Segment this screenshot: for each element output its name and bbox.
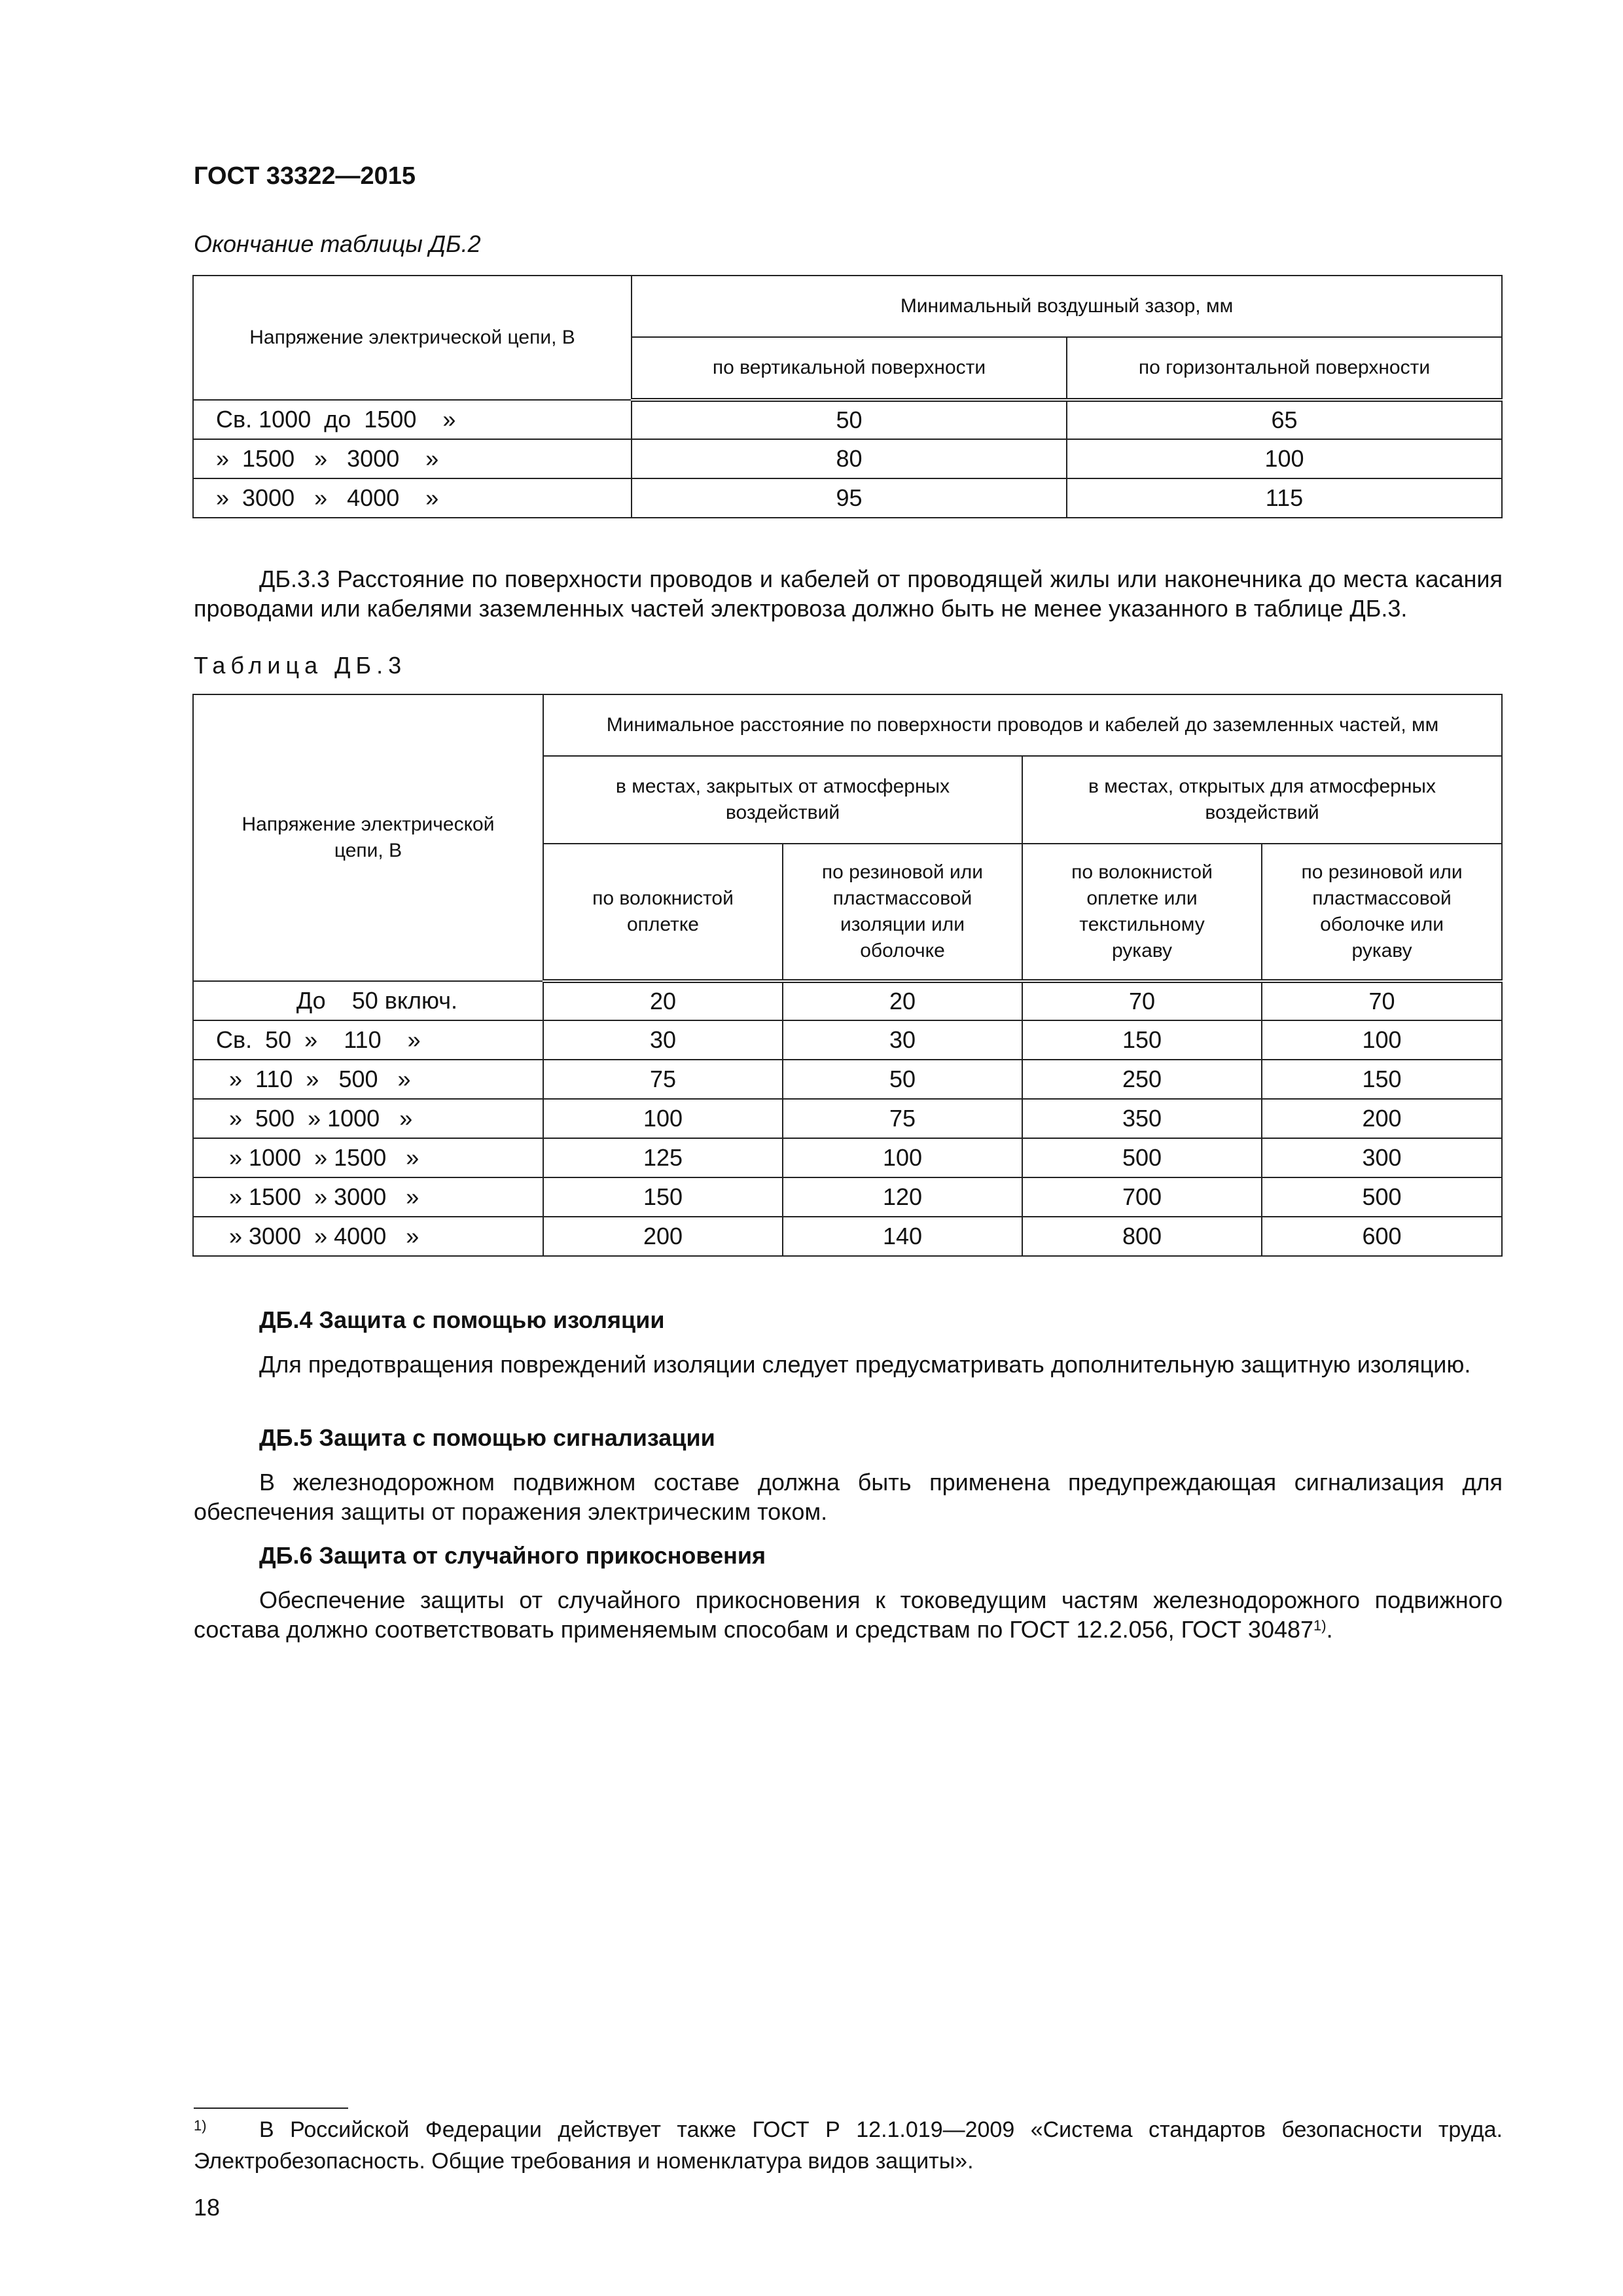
section-db5-title: ДБ.5 Защита с помощью сигнализации — [259, 1424, 715, 1451]
header-min-distance: Минимальное расстояние по поверхности проводов и кабелей до заземленных частей, мм — [543, 694, 1502, 756]
open-rubber-cell: 500 — [1262, 1177, 1502, 1217]
voltage-range-cell: » 1500 » 3000 » — [193, 1177, 543, 1217]
voltage-range-cell: Св. 50 » 110 » — [193, 1020, 543, 1060]
open-rubber-cell: 150 — [1262, 1060, 1502, 1099]
table-row — [193, 400, 1502, 439]
open-fiber-cell: 500 — [1022, 1138, 1262, 1177]
table-row — [193, 981, 1502, 1020]
horizontal-gap-cell: 100 — [1067, 439, 1502, 478]
open-fiber-cell: 350 — [1022, 1099, 1262, 1138]
header-voltage: Напряжение электрической цепи, В — [193, 694, 543, 981]
voltage-range-cell: » 500 » 1000 » — [193, 1099, 543, 1138]
vertical-gap-cell: 80 — [632, 439, 1067, 478]
open-fiber-cell: 700 — [1022, 1177, 1262, 1217]
voltage-range-cell: » 1500 » 3000 » — [193, 439, 632, 478]
closed-rubber-cell: 100 — [783, 1138, 1022, 1177]
section-db4-text — [194, 1350, 1503, 1379]
open-rubber-cell: 100 — [1262, 1020, 1502, 1060]
closed-fiber-cell: 20 — [543, 981, 783, 1020]
footnote — [194, 2114, 1503, 2177]
header-closed-rubber: по резиновой или пластмассовой изоляции или оболочке — [783, 844, 1022, 981]
open-fiber-cell: 70 — [1022, 981, 1262, 1020]
section-db6-text — [194, 1585, 1503, 1644]
table-row — [193, 478, 1502, 518]
closed-rubber-cell: 50 — [783, 1060, 1022, 1099]
table-db2-caption: Окончание таблицы ДБ.2 — [194, 230, 481, 257]
voltage-range-cell: » 1000 » 1500 » — [193, 1138, 543, 1177]
header-open-rubber: по резиновой или пластмассовой оболочке или рукаву — [1262, 844, 1502, 981]
voltage-range-cell: До 50 включ. — [193, 981, 543, 1020]
footnote-text: В Российской Федерации действует также ГОСТ Р 12.1.019—2009 «Система стандартов безопасности труда. Электробезопасность. Общие требования и номенклатура видов защиты». — [194, 2117, 1503, 2174]
table-row — [193, 1177, 1502, 1217]
header-min-air-gap: Минимальный воздушный зазор, мм — [632, 276, 1502, 337]
open-rubber-cell: 300 — [1262, 1138, 1502, 1177]
header-open-places: в местах, открытых для атмосферных воздействий — [1022, 756, 1502, 844]
closed-fiber-cell: 150 — [543, 1177, 783, 1217]
closed-fiber-cell: 75 — [543, 1060, 783, 1099]
table-row — [193, 439, 1502, 478]
section-db6-end: . — [1326, 1616, 1333, 1643]
vertical-gap-cell: 50 — [632, 400, 1067, 439]
open-fiber-cell: 250 — [1022, 1060, 1262, 1099]
table-db2 — [192, 275, 1503, 518]
open-fiber-cell: 150 — [1022, 1020, 1262, 1060]
open-rubber-cell: 200 — [1262, 1099, 1502, 1138]
open-fiber-cell: 800 — [1022, 1217, 1262, 1256]
voltage-range-cell: » 3000 » 4000 » — [193, 1217, 543, 1256]
table-row — [193, 1020, 1502, 1060]
page-number: 18 — [194, 2194, 221, 2221]
open-rubber-cell: 70 — [1262, 981, 1502, 1020]
closed-rubber-cell: 30 — [783, 1020, 1022, 1060]
paragraph-db3-3 — [194, 564, 1503, 623]
footnote-divider — [194, 2108, 348, 2109]
closed-rubber-cell: 140 — [783, 1217, 1022, 1256]
table-row — [193, 1099, 1502, 1138]
closed-rubber-cell: 75 — [783, 1099, 1022, 1138]
vertical-gap-cell: 95 — [632, 478, 1067, 518]
voltage-range-cell: » 3000 » 4000 » — [193, 478, 632, 518]
header-open-fiber: по волокнистой оплетке или текстильному рукаву — [1022, 844, 1262, 981]
paragraph-db3-3-text: ДБ.3.3 Расстояние по поверхности проводов и кабелей от проводящей жилы или наконечника до места касания проводами или кабелями заземленных частей электровоза должно быть не менее указанного в таблице ДБ.3. — [194, 565, 1503, 622]
section-db4-body: Для предотвращения повреждений изоляции следует предусматривать дополнительную защитную изоляцию. — [259, 1351, 1471, 1378]
table-row — [193, 1138, 1502, 1177]
table-row — [193, 1060, 1502, 1099]
closed-fiber-cell: 200 — [543, 1217, 783, 1256]
table-row — [193, 1217, 1502, 1256]
table-db3 — [192, 694, 1503, 1257]
horizontal-gap-cell: 65 — [1067, 400, 1502, 439]
horizontal-gap-cell: 115 — [1067, 478, 1502, 518]
voltage-range-cell: » 110 » 500 » — [193, 1060, 543, 1099]
footnote-ref[interactable]: 1) — [1313, 1617, 1327, 1634]
voltage-range-cell: Св. 1000 до 1500 » — [193, 400, 632, 439]
closed-rubber-cell: 120 — [783, 1177, 1022, 1217]
section-db5-text — [194, 1467, 1503, 1526]
header-closed-fiber: по волокнистой оплетке — [543, 844, 783, 981]
header-vertical: по вертикальной поверхности — [632, 337, 1067, 400]
header-voltage: Напряжение электрической цепи, В — [193, 276, 632, 400]
section-db4-title: ДБ.4 Защита с помощью изоляции — [259, 1306, 665, 1333]
section-db6-body: Обеспечение защиты от случайного прикосновения к токоведущим частям железнодорожного подвижного состава должно соответствовать применяемым способам и средствам по ГОСТ 12.2.056, ГОСТ 30487 — [194, 1587, 1503, 1643]
table-db3-caption: Таблица ДБ.3 — [194, 652, 407, 679]
section-db6-title: ДБ.6 Защита от случайного прикосновения — [259, 1542, 766, 1569]
closed-fiber-cell: 30 — [543, 1020, 783, 1060]
footnote-marker: 1) — [194, 2117, 207, 2134]
header-closed-places: в местах, закрытых от атмосферных воздействий — [543, 756, 1022, 844]
closed-fiber-cell: 100 — [543, 1099, 783, 1138]
closed-rubber-cell: 20 — [783, 981, 1022, 1020]
header-horizontal: по горизонтальной поверхности — [1067, 337, 1502, 400]
document-header: ГОСТ 33322—2015 — [194, 162, 416, 190]
open-rubber-cell: 600 — [1262, 1217, 1502, 1256]
section-db5-body: В железнодорожном подвижном составе должна быть применена предупреждающая сигнализация для обеспечения защиты от поражения электрическим током. — [194, 1469, 1503, 1525]
closed-fiber-cell: 125 — [543, 1138, 783, 1177]
